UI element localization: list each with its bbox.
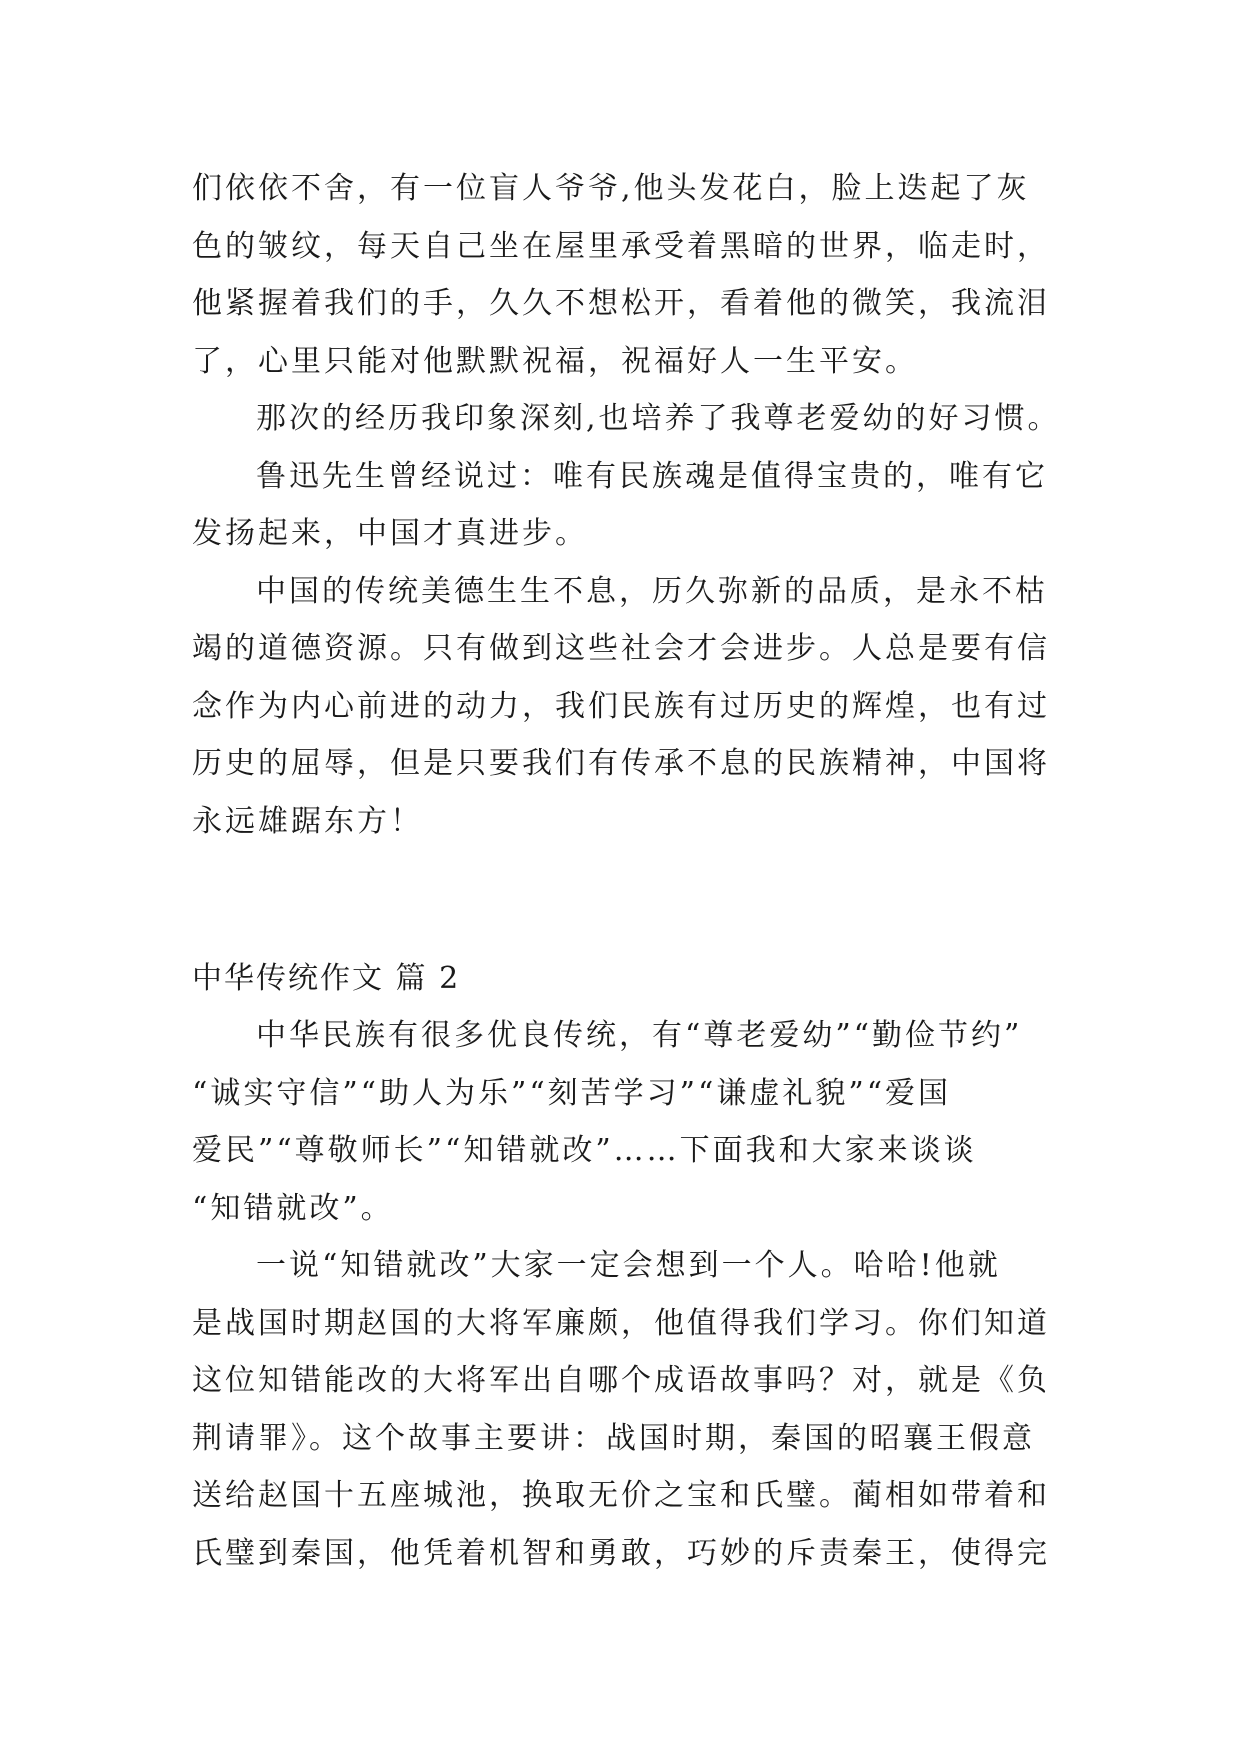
text-line: 荆请罪》。这个故事主要讲：战国时期，秦国的昭襄王假意	[192, 1420, 1035, 1456]
text-line: “诚实守信”“助人为乐”“刻苦学习”“谦虚礼貌”“爱国	[192, 1075, 952, 1111]
paragraph	[192, 1295, 1052, 1583]
text-line: 念作为内心前进的动力，我们民族有过历史的辉煌，也有过	[192, 688, 1050, 724]
paragraph	[192, 390, 1061, 448]
text-line: 中华民族有很多优良传统，有“尊老爱幼”“勤俭节约”	[256, 1018, 1023, 1053]
text-line: 鲁迅先生曾经说过：唯有民族魂是值得宝贵的，唯有它	[256, 458, 1048, 494]
text-line: 一说“知错就改”大家一定会想到一个人。哈哈!他就	[256, 1248, 1001, 1283]
text-line: 发扬起来，中国才真进步。	[192, 516, 588, 551]
text-line: “知错就改”。	[192, 1190, 394, 1226]
paragraph	[192, 1065, 1052, 1238]
paragraph	[192, 160, 1052, 390]
text-line: 竭的道德资源。只有做到这些社会才会进步。人总是要有信	[192, 631, 1050, 666]
text-line: 们依依不舍，有一位盲人爷爷,他头发花白，脸上迭起了灰	[192, 171, 1030, 206]
text-line: 他紧握着我们的手，久久不想松开，看着他的微笑，我流泪	[192, 286, 1050, 321]
text-line: 送给赵国十五座城池，换取无价之宝和氏璧。蔺相如带着和	[192, 1478, 1050, 1513]
paragraph	[192, 1007, 1052, 1065]
text-line: 中国的传统美德生生不息，历久弥新的品质，是永不枯	[256, 573, 1048, 609]
paragraph	[192, 563, 1052, 851]
text-line: 爱民”“尊敬师长”“知错就改”……下面我和大家来谈谈	[192, 1133, 977, 1168]
text-line: 历史的屈辱，但是只要我们有传承不息的民族精神，中国将	[192, 746, 1050, 781]
text-line: 了，心里只能对他默默祝福，祝福好人一生平安。	[192, 343, 918, 379]
text-line: 是战国时期赵国的大将军廉颇，他值得我们学习。你们知道	[192, 1305, 1050, 1341]
text-line: 那次的经历我印象深刻,也培养了我尊老爱幼的好习惯。	[256, 401, 1061, 436]
section-2	[192, 950, 1052, 1582]
document-body	[192, 160, 1061, 1582]
paragraph	[192, 1237, 1052, 1295]
text-line: 色的皱纹，每天自己坐在屋里承受着黑暗的世界，临走时，	[192, 228, 1050, 264]
paragraph	[192, 448, 1052, 563]
section-gap	[192, 850, 1052, 950]
text-line: 这位知错能改的大将军出自哪个成语故事吗？对，就是《负	[192, 1363, 1050, 1398]
text-line: 氏璧到秦国，他凭着机智和勇敢，巧妙的斥责秦王，使得完	[192, 1535, 1050, 1571]
section-1	[192, 160, 1061, 850]
section-heading: 中华传统作文 篇 2	[192, 961, 461, 996]
text-line: 永远雄踞东方！	[192, 803, 423, 839]
